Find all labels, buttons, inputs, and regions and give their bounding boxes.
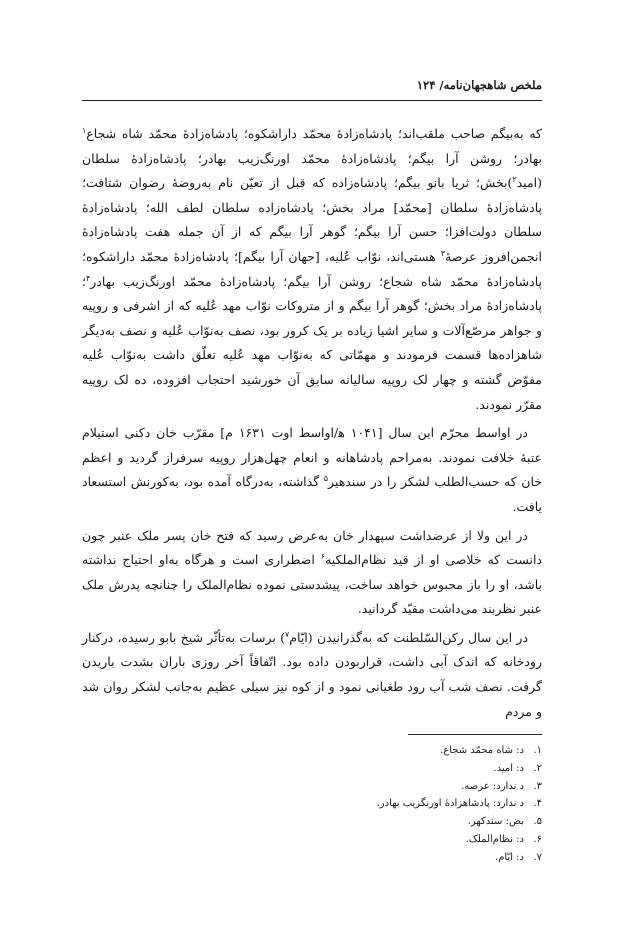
footnote-marker[interactable]: ۱	[82, 126, 87, 135]
running-header: ملخص شاهجهان‌نامه/ ۱۲۴	[416, 78, 542, 92]
footnote-text: د: شاه محمّد شجاع.	[440, 745, 524, 756]
footnote-separator	[408, 734, 542, 735]
header-rule	[82, 100, 542, 101]
footnote-text: د: امید.	[493, 762, 524, 774]
footnote-number: ۷.	[533, 851, 542, 863]
paragraph-text: در اواسط محرّم این سال [۱۰۴۱ ﻫ/اواسط اوت ۱۶۳۱ م] مقرّب خان دکنی استیلام عتبهٔ خلافت نمودند. به‌مراحم پادشاهانه و انعام چهل‌هزار روپیه سرفراز گردید و اعظم خان که حسب‌الطلب لشکر را در سندهیر	[82, 425, 543, 490]
footnote-item	[82, 795, 542, 813]
footnote-item	[82, 813, 542, 831]
paragraph	[82, 122, 542, 417]
footnote-number: ۴.	[533, 798, 542, 810]
footnote-item	[82, 742, 542, 760]
paragraph-text: ) برسات به‌تأثّر شیخ بابو رسیده، درکنار رودخانه که اندک آبی داشت، قراربودن داده بود. اتّفاقاً آخر روزی باران بشدت باریدن گرفت. نصف شب آب رود طغیانی نمود و از کوه نیز سیلی عظیم به‌جانب لشکر روان شد و مردم	[82, 629, 542, 719]
footnote-marker[interactable]: ۴	[85, 273, 91, 283]
main-text	[82, 122, 542, 728]
footnote-text: د: نظام‌الملک.	[465, 833, 524, 845]
footnote-text: بض: سندکهر.	[467, 816, 524, 828]
paragraph-text: ؛ پادشاه‌زادهٔ مراد بخش؛ گوهر آرا بیگم و از متروکات نوّاب مهد عُلیه که از اشرفی و روپیه و جواهر مرصّع‌آلات و سایر اشیا زیاده بر یک کرور بود، نصف به‌نوّاب عُلیه و نصف به‌دیگر شاهزاده‌ها قسمت فرمودند و مهمّاتی که به‌نوّاب مهد عُلیه تعلّق داشت به‌نوّاب عُلیه مفوّض گشته و چهار لک روپیه سالیانه سابق آن خورشید احتجاب افزوده، ده لک روپیه مقرّر نمودند.	[82, 273, 542, 412]
paragraph-text: هستی‌اند، نوّاب عُلیه، [جهان آرا بیگم]؛ پادشاه‌زادهٔ محمّد داراشکوه؛ پادشاه‌زادهٔ محمّد شاه شجاع؛ روشن آرا بیگم؛ پادشاه‌زادهٔ محمّد اورنگ‌زیب بهادر	[82, 248, 542, 289]
paragraph-text: اضطراری است و هرگاه به‌او احتیاج نداشته باشد، او را باز محبوس خواهد ساخت، پیشدستی نموده نظام‌الملک را چنانچه پدرش ملک عنبر نظربند می‌داشت مقیّد گردانید.	[82, 552, 542, 617]
footnote-item	[82, 778, 542, 796]
footnote-item	[82, 849, 542, 867]
footnote-marker[interactable]: ۵	[323, 474, 329, 484]
paragraph-text: بهادر؛ روشن آرا بیگم؛ پادشاه‌زادهٔ محمّد اورنگ‌زیب بهادر؛ پادشاه‌زادهٔ سلطان (امید	[82, 150, 542, 191]
paragraph	[82, 626, 542, 724]
paragraph-text: که به‌بیگم صاحب ملقب‌اند؛ پادشاه‌زادهٔ محمّد داراشکوه؛ پادشاه‌زادهٔ محمّد شاه شجاع	[86, 126, 542, 141]
paragraph	[82, 524, 542, 622]
footnote-text: د ندارد: پادشاهزادهٔ اورنگزیب بهادر.	[376, 798, 524, 810]
footnote-number: ۶.	[533, 833, 542, 845]
footnote-text: د ندارد: عرصه.	[461, 780, 524, 792]
footnote-number: ۳.	[533, 780, 542, 792]
footnote-number: ۵.	[533, 816, 542, 828]
paragraph-text: )بخش؛ ثریا بانو بیگم؛ پادشاه‌زاده که قبل از تعیّن نام به‌روضهٔ رضوان شتافت؛ پادشاه‌زادهٔ سلطان [محمّد] مراد بخش؛ پادشاه‌زاده سلطان لطف الله؛ پادشاه‌زادهٔ سلطان دولت‌افزا؛ حسن آرا بیگم؛ گوهر آرا بیگم که از آن جمله هفت پادشاه‌زادهٔ انجمن‌افروز عرصهٔ	[82, 175, 542, 264]
paragraph-text: در این ولا از عرضداشت سپهدار خان به‌عرض رسید که فتح خان پسر ملک عنبر چون دانست که خلاصی او از قید نظام‌الملکیه	[82, 527, 542, 568]
footnote-number: ۱.	[533, 745, 542, 756]
footnote-marker[interactable]: ۳	[440, 248, 446, 258]
footnote-marker[interactable]: ۲	[512, 175, 517, 185]
footnote-marker[interactable]: ۶	[320, 552, 326, 562]
footnote-item	[82, 831, 542, 849]
footnote-item	[82, 760, 542, 778]
footnotes-list	[82, 742, 542, 867]
footnote-text: د: ایّام.	[495, 851, 524, 863]
paragraph-text: در این سال رکن‌السّلطنت که به‌گذرانیدن (ایّام	[289, 629, 529, 645]
footnote-number: ۲.	[533, 762, 542, 774]
paragraph	[82, 421, 542, 519]
paragraph-text: گذاشته، به‌درگاه آمده بود، به‌کورنش استسعاد یافت.	[82, 474, 542, 514]
footnote-marker[interactable]: ۷	[284, 629, 290, 639]
